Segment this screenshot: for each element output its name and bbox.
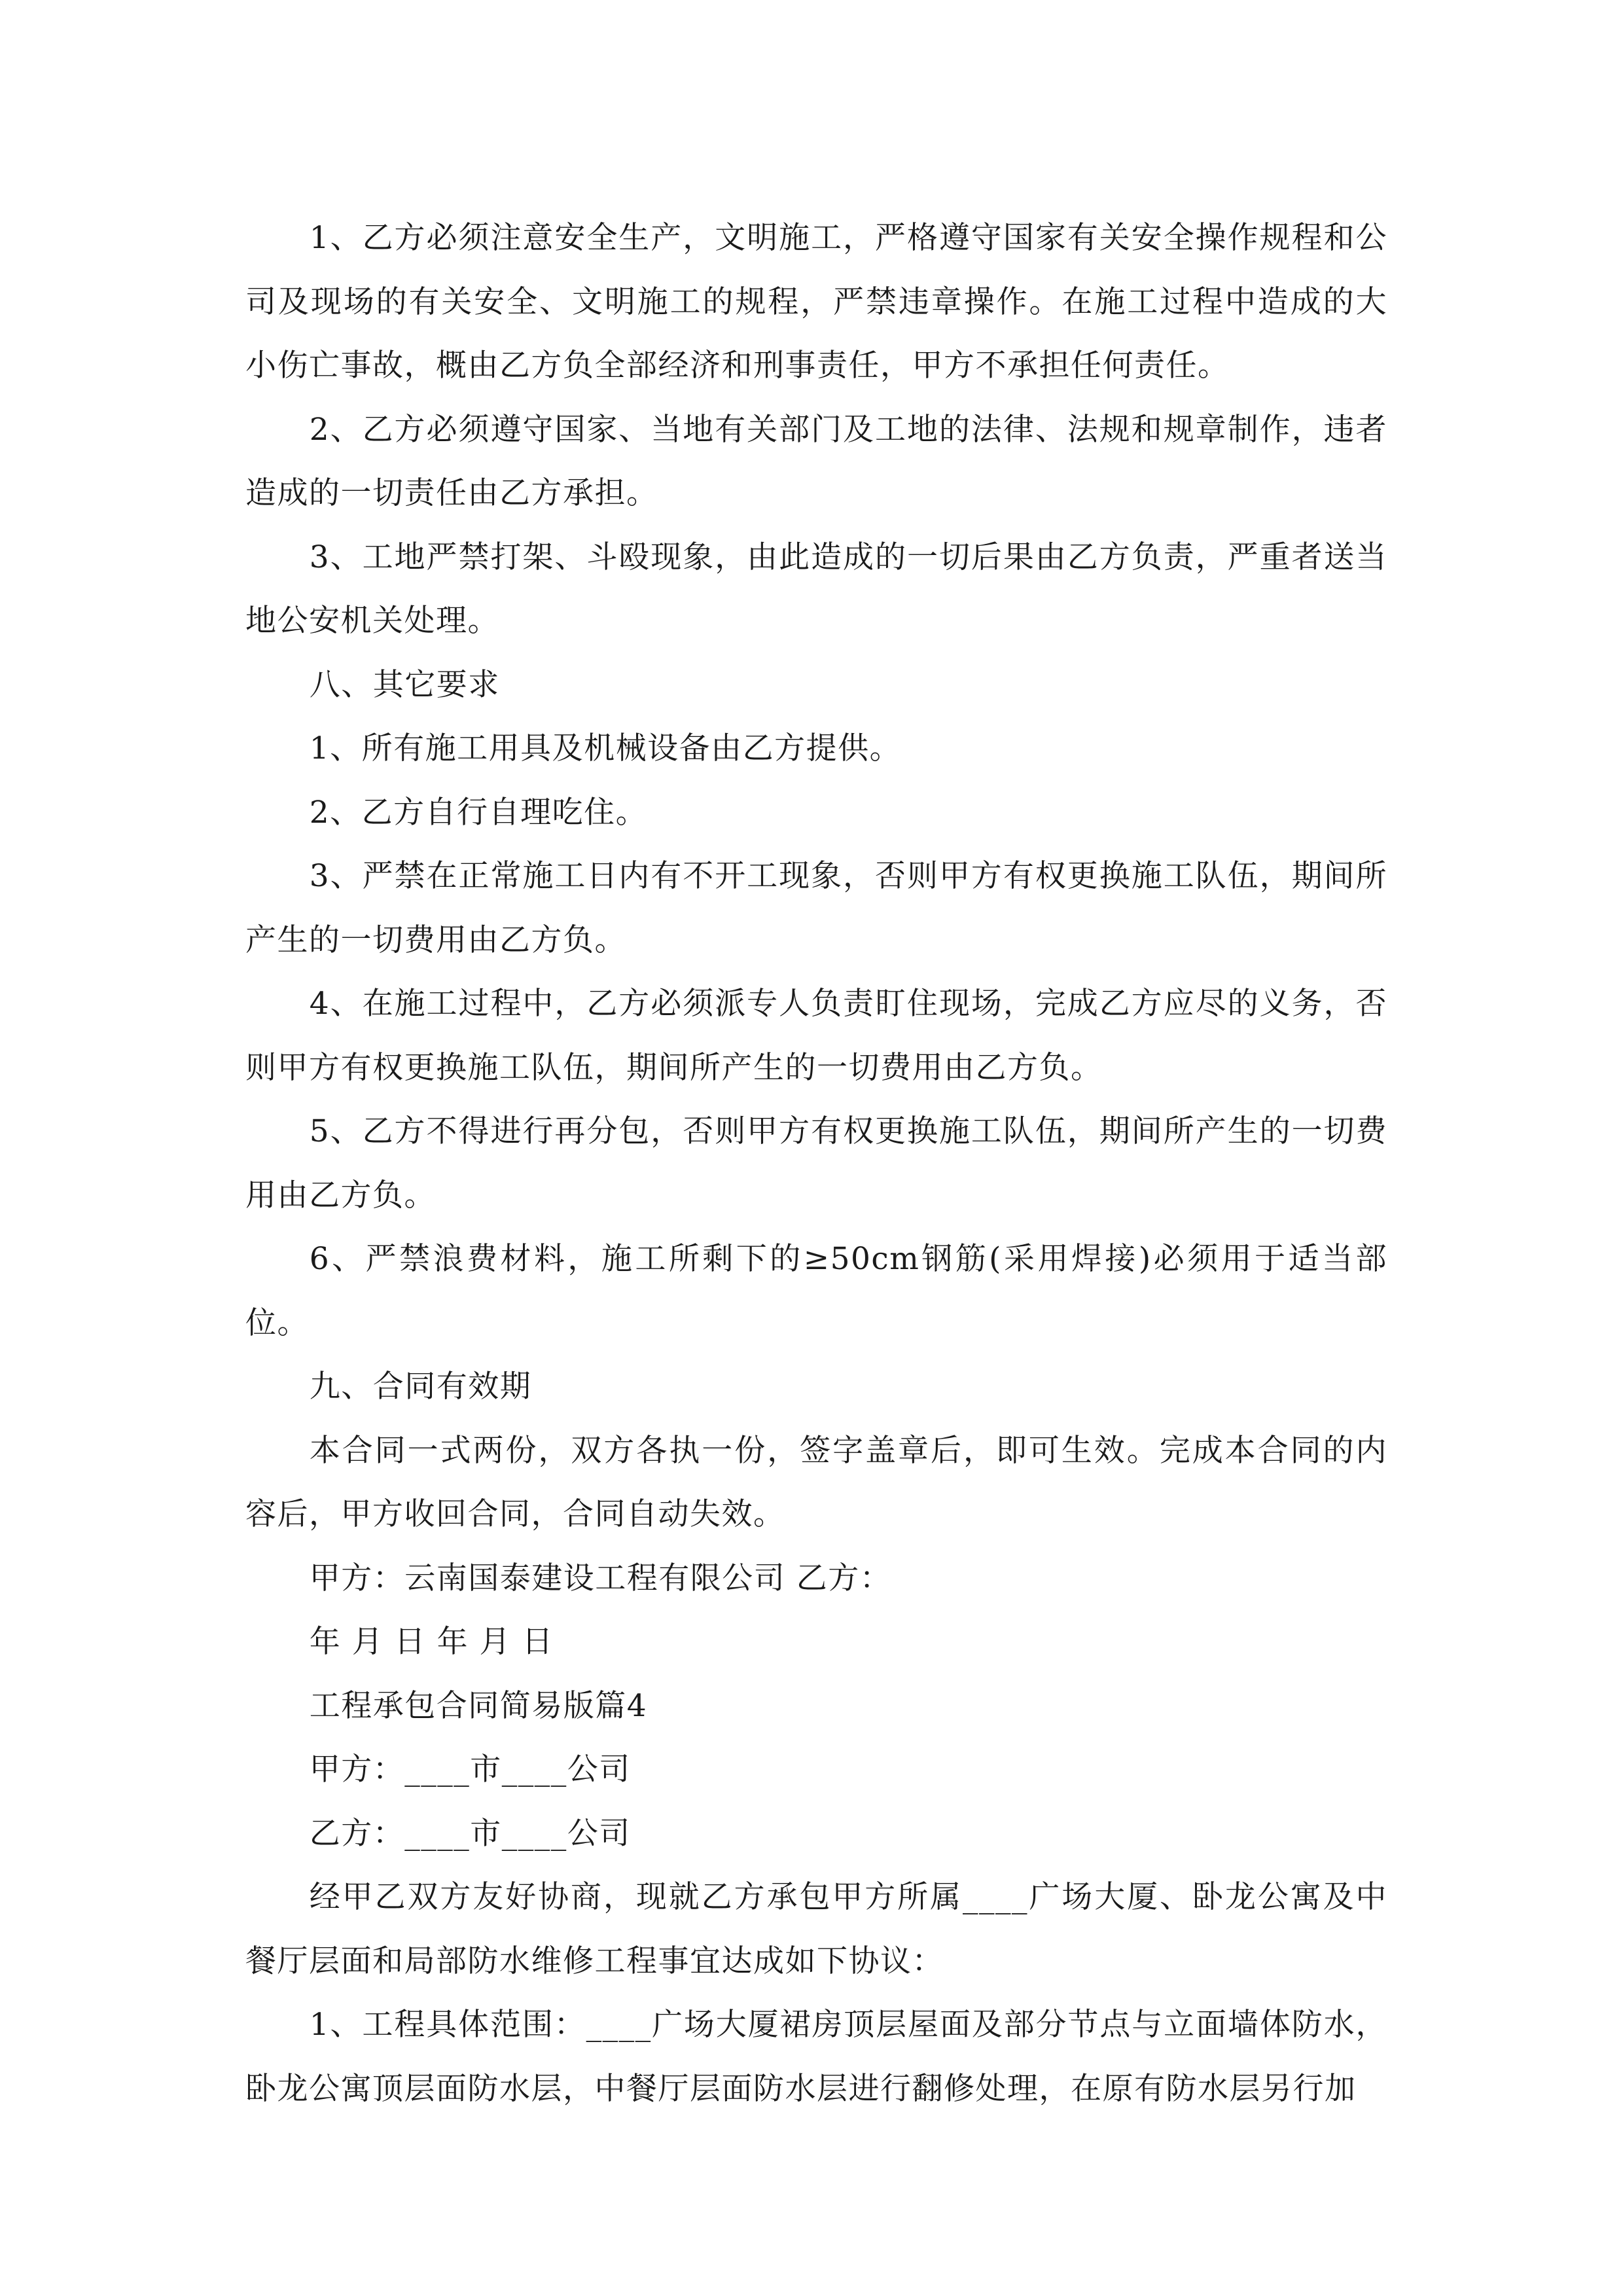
paragraph-safety-2: 2、乙方必须遵守国家、当地有关部门及工地的法律、法规和规章制作，违者造成的一切责任由乙方承担。 [245, 411, 1387, 511]
party-b-line: 乙方：____市____公司 [309, 1815, 631, 1852]
section-heading-validity: 九、合同有效期 [309, 1369, 532, 1405]
paragraph-other-2: 2、乙方自行自理吃住。 [309, 794, 648, 831]
paragraph-other-6: 6、严禁浪费材料，施工所剩下的≥50cm钢筋(采用焊接)必须用于适当部位。 [245, 1241, 1387, 1341]
party-a-line: 甲方：____市____公司 [309, 1751, 631, 1787]
signature-parties-line: 甲方：云南国泰建设工程有限公司 乙方： [309, 1560, 892, 1596]
paragraph-other-1: 1、所有施工用具及机械设备由乙方提供。 [309, 730, 902, 766]
paragraph-other-5: 5、乙方不得进行再分包，否则甲方有权更换施工队伍，期间所产生的一切费用由乙方负。 [245, 1113, 1387, 1213]
paragraph-scope-1: 1、工程具体范围：____广场大厦裙房顶层屋面及部分节点与立面墙体防水，卧龙公寓顶层面防水层，中餐厅层面防水层进行翻修处理，在原有防水层另行加 [245, 2007, 1387, 2107]
contract-title: 工程承包合同简易版篇4 [309, 1687, 648, 1724]
signature-date-line: 年 月 日 年 月 日 [309, 1624, 554, 1660]
paragraph-other-3: 3、严禁在正常施工日内有不开工现象，否则甲方有权更换施工队伍，期间所产生的一切费用由乙方负。 [245, 858, 1387, 958]
paragraph-safety-1: 1、乙方必须注意安全生产，文明施工，严格遵守国家有关安全操作规程和公司及现场的有关安全、文明施工的规程，严禁违章操作。在施工过程中造成的大小伤亡事故，概由乙方负全部经济和刑事责任，甲方不承担任何责任。 [245, 220, 1387, 384]
section-heading-other-requirements: 八、其它要求 [309, 666, 500, 703]
paragraph-safety-3: 3、工地严禁打架、斗殴现象，由此造成的一切后果由乙方负责，严重者送当地公安机关处理。 [245, 539, 1387, 639]
paragraph-validity: 本合同一式两份，双方各执一份，签字盖章后，即可生效。完成本合同的内容后，甲方收回合同，合同自动失效。 [245, 1432, 1387, 1532]
paragraph-other-4: 4、在施工过程中，乙方必须派专人负责盯住现场，完成乙方应尽的义务，否则甲方有权更换施工队伍，期间所产生的一切费用由乙方负。 [245, 986, 1387, 1086]
document-body [245, 206, 1387, 2121]
paragraph-agreement-intro: 经甲乙双方友好协商，现就乙方承包甲方所属____广场大厦、卧龙公寓及中餐厅层面和局部防水维修工程事宜达成如下协议： [245, 1879, 1387, 1979]
